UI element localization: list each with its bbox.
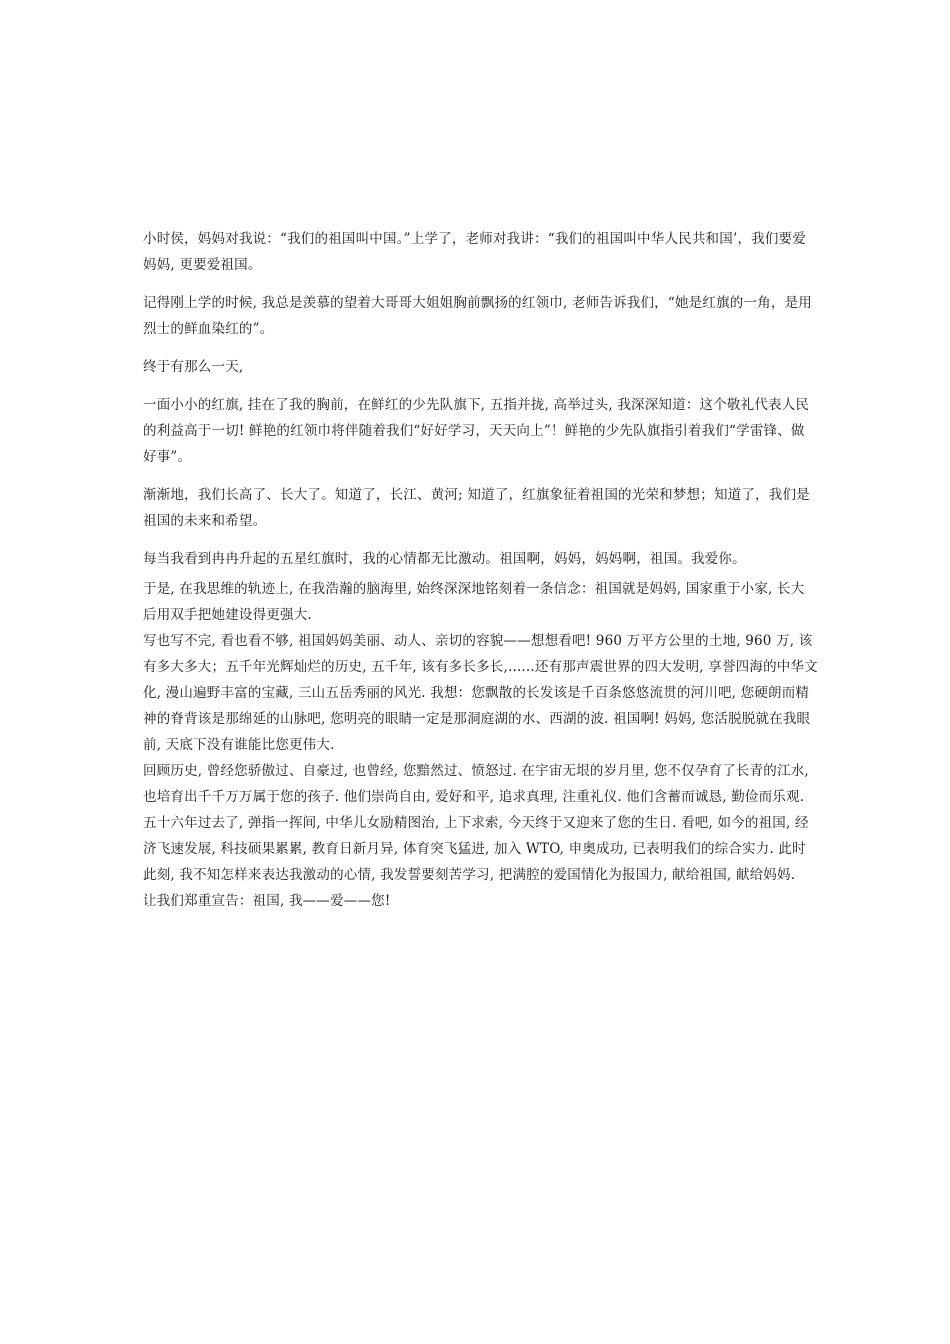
paragraph: 于是, 在我思维的轨迹上, 在我浩瀚的脑海里, 始终深深地铭刻着一条信念：祖国就是妈妈, 国家重于小家, 长大后用双手把她建设得更强大. xyxy=(143,581,805,623)
section-childhood xyxy=(143,226,818,584)
paragraph: 让我们郑重宣告：祖国, 我——爱——您! xyxy=(143,893,391,909)
paragraph: 记得刚上学的时候, 我总是羡慕的望着大哥哥大姐姐胸前飘扬的红领巾, 老师告诉我们，“她是红旗的一角，是用烈士的鲜血染红的”。 xyxy=(143,295,812,337)
paragraph: 小时侯，妈妈对我说：“我们的祖国叫中国。”上学了，老师对我讲：“我们的祖国叫中华人民共和国’，我们要爱妈妈, 更要爱祖国。 xyxy=(143,231,806,273)
section-motherland xyxy=(143,576,818,914)
paragraph: 渐渐地，我们长高了、长大了。知道了，长江、黄河; 知道了，红旗象征着祖国的光荣和梦想；知道了，我们是祖国的未来和希望。 xyxy=(143,487,810,529)
paragraph: 终于有那么一天, xyxy=(143,359,244,375)
paragraph: 写也写不完, 看也看不够, 祖国妈妈美丽、动人、亲切的容貌——想想看吧! 960 万平方公里的土地, 960 万, 该有多大多大；五千年光辉灿烂的历史, 五千年, 该有多长多长,......还有那声震世界的四大发明, 享誉四海的中华文化, 漫山遍野丰富的宝藏, 三山五岳秀丽的风光. 我想：您飘散的长发该是千百条悠悠流贯的河川吧, 您硬朗而精神的脊背该是那绵延的山脉吧, 您明亮的眼睛一定是那洞庭湖的水、西湖的波. 祖国啊! 妈妈, 您活脱脱就在我眼前, 天底下没有谁能比您更伟大. xyxy=(143,633,818,753)
paragraph: 一面小小的红旗, 挂在了我的胸前，在鲜红的少先队旗下, 五指并拢, 高举过头, 我深深知道：这个敬礼代表人民的利益高于一切! 鲜艳的红领巾将伴随着我们“好好学习，天天向上”！鲜艳的少先队旗指引着我们“学雷锋、做好事”。 xyxy=(143,397,810,465)
paragraph: 每当我看到冉冉升起的五星红旗时，我的心情都无比激动。祖国啊，妈妈，妈妈啊，祖国。我爱你。 xyxy=(143,551,746,567)
paragraph: 回顾历史, 曾经您骄傲过、自豪过, 也曾经, 您黯然过、愤怒过. 在宇宙无垠的岁月里, 您不仅孕育了长青的江水, 也培育出千千万万属于您的孩子. 他们崇尚自由, 爱好和平, 追求真理, 注重礼仪. 他们含蓄而诚恳, 勤俭而乐观. 五十六年过去了, 弹指一挥间, 中华儿女励精图治, 上下求索, 今天终于又迎来了您的生日. 看吧, 如今的祖国, 经济飞速发展, 科技硕果累累, 教育日新月异, 体育突飞猛进, 加入 WTO, 申奥成功, 已表明我们的综合实力. 此时此刻, 我不知怎样来表达我激动的心情, 我发誓要刻苦学习, 把满腔的爱国情化为报国力, 献给祖国, 献给妈妈. xyxy=(143,763,809,883)
